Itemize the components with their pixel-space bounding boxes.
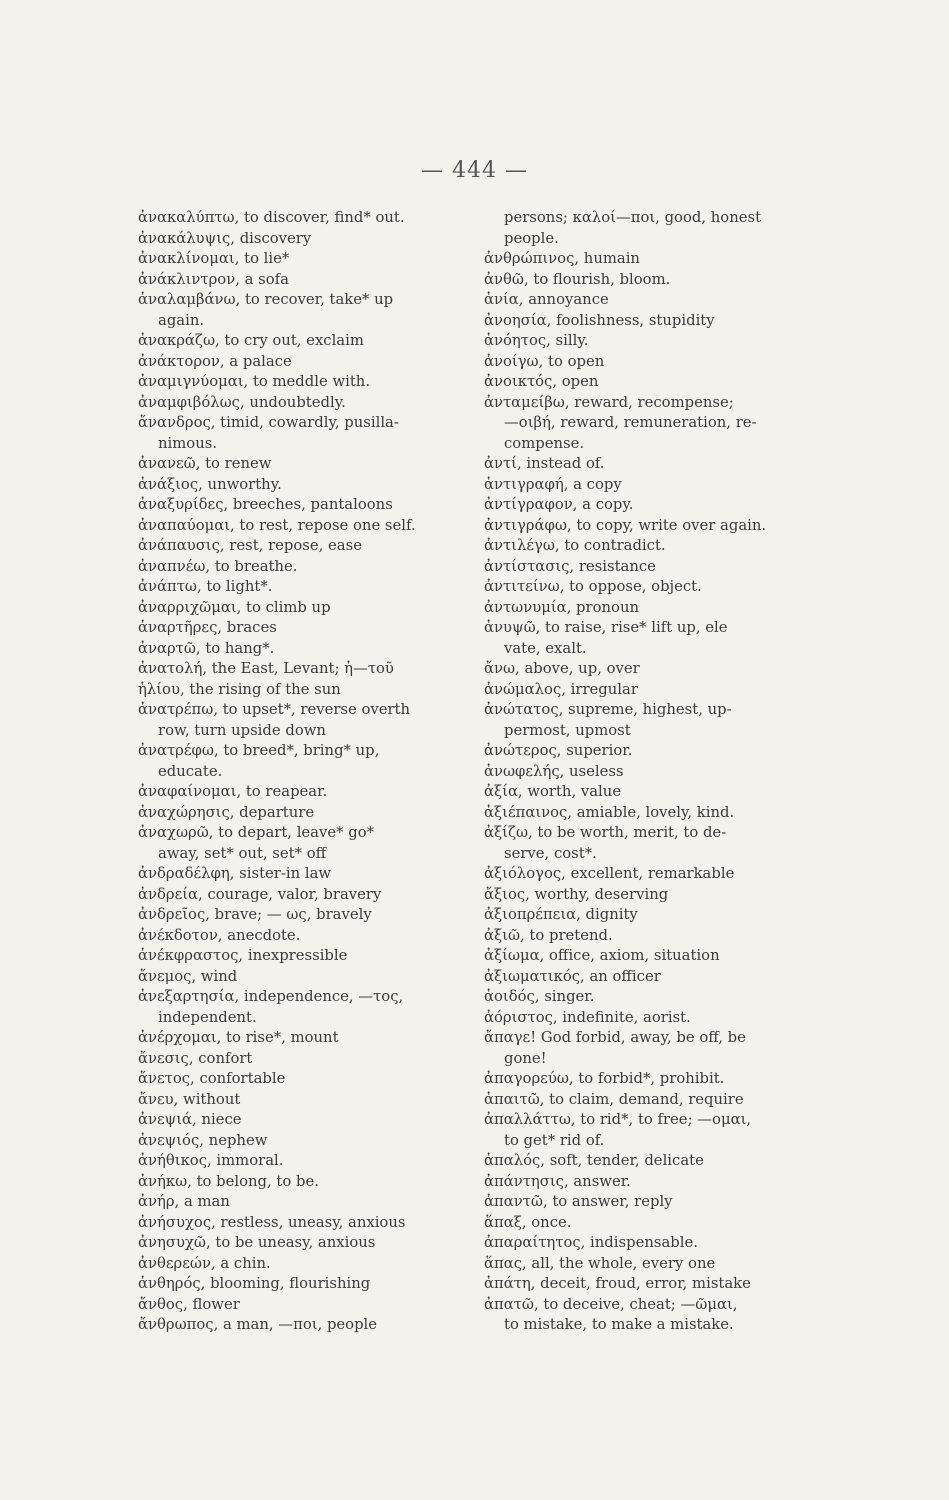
dictionary-line: ἀπάντησις, answer. bbox=[484, 1172, 631, 1190]
dictionary-line: ἀόριστος, indefinite, aorist. bbox=[484, 1008, 691, 1026]
dictionary-line: ἀνησυχῶ, to be uneasy, anxious bbox=[138, 1234, 376, 1251]
dictionary-line: ἀντιγραφή, a copy bbox=[484, 475, 622, 493]
dictionary-line: people. bbox=[504, 229, 559, 247]
dictionary-line: ἀνήρ, a man bbox=[138, 1193, 230, 1210]
dictionary-line: ἀνοίγω, to open bbox=[484, 352, 605, 370]
dictionary-line: ἅπας, all, the whole, every one bbox=[484, 1254, 716, 1272]
dictionary-line: ἀνώτατος, supreme, highest, up- bbox=[484, 701, 732, 718]
dictionary-line: vate, exalt. bbox=[504, 639, 587, 657]
dictionary-line: ἀνία, annoyance bbox=[484, 291, 609, 308]
dictionary-line: compense. bbox=[504, 434, 585, 452]
dictionary-line: ἄνθρωπος, a man, —ποι, people bbox=[138, 1316, 378, 1333]
dictionary-line: away, set* out, set* off bbox=[158, 844, 327, 862]
dictionary-line: ἀνοησία, foolishness, stupidity bbox=[484, 311, 715, 329]
dictionary-line: ἀντιτείνω, to oppose, object. bbox=[484, 578, 702, 595]
dictionary-line: ἄπαγε! God forbid, away, be off, be bbox=[484, 1029, 746, 1046]
dictionary-line: ἀνήσυχος, restless, uneasy, anxious bbox=[138, 1213, 406, 1231]
dictionary-line: —οιβή, reward, remuneration, re- bbox=[504, 414, 757, 431]
dictionary-line: ἀνυψῶ, to raise, rise* lift up, ele bbox=[484, 619, 728, 636]
dictionary-line: ἄνεσις, confort bbox=[138, 1049, 253, 1067]
dictionary-line: ἀνακάλυψις, discovery bbox=[138, 229, 312, 247]
dictionary-line: ἀναρτῆρες, braces bbox=[138, 619, 277, 636]
dictionary-line: ἀντωνυμία, pronoun bbox=[484, 598, 639, 616]
dictionary-line: ἀναπνέω, to breathe. bbox=[138, 557, 298, 575]
dictionary-line: ἀοιδός, singer. bbox=[484, 988, 595, 1005]
dictionary-line: ἀντιγράφω, to copy, write over again. bbox=[484, 516, 767, 534]
dictionary-line: independent. bbox=[158, 1008, 257, 1026]
dictionary-line: ἀνόητος, silly. bbox=[484, 332, 589, 349]
dictionary-line: ἀπαιτῶ, to claim, demand, require bbox=[484, 1090, 744, 1108]
dictionary-line: ἄνω, above, up, over bbox=[484, 660, 640, 677]
dictionary-line: ἄνανδρος, timid, cowardly, pusilla- bbox=[138, 414, 399, 431]
dictionary-line: to mistake, to make a mistake. bbox=[504, 1316, 734, 1333]
dictionary-line: ἀναπαύομαι, to rest, repose one self. bbox=[138, 516, 416, 534]
dictionary-line: persons; καλοί—ποι, good, honest bbox=[504, 209, 762, 226]
dictionary-line: ἀνωφελής, useless bbox=[484, 762, 624, 780]
dictionary-line: ἀνέκδοτον, anecdote. bbox=[138, 926, 301, 944]
dictionary-line: ἀνήθικος, immoral. bbox=[138, 1152, 284, 1169]
dictionary-line: ἀναμιγνύομαι, to meddle with. bbox=[138, 373, 371, 390]
dictionary-line: ἀνακλίνομαι, to lie* bbox=[138, 250, 290, 267]
dictionary-line: again. bbox=[158, 311, 205, 329]
dictionary-line: ἀνδρεία, courage, valor, bravery bbox=[138, 885, 382, 903]
dictionary-line: ἀνεψιός, nephew bbox=[138, 1131, 268, 1149]
dictionary-line: ἀντίστασις, resistance bbox=[484, 557, 656, 575]
dictionary-line: ἀναρριχῶμαι, to climb up bbox=[138, 598, 331, 616]
dictionary-line: ἀνδραδέλφη, sister-in law bbox=[138, 865, 332, 882]
dictionary-line: ἀνθηρός, blooming, flourishing bbox=[138, 1275, 371, 1292]
dictionary-line: to get* rid of. bbox=[504, 1131, 605, 1149]
dictionary-line: ἀναξυρίδες, breeches, pantaloons bbox=[138, 496, 393, 513]
dictionary-line: ἀνάξιος, unworthy. bbox=[138, 475, 282, 493]
dictionary-line: ἀπαραίτητος, indispensable. bbox=[484, 1234, 698, 1251]
dictionary-line: ἀνώμαλος, irregular bbox=[484, 680, 638, 698]
dictionary-line: ἄνεμος, wind bbox=[138, 967, 238, 985]
dictionary-line: ἀνθῶ, to flourish, bloom. bbox=[484, 270, 671, 288]
dictionary-line: ἀξιόλογος, excellent, remarkable bbox=[484, 865, 735, 882]
dictionary-line: ἀνακράζω, to cry out, exclaim bbox=[138, 332, 364, 349]
dictionary-line: ἀναμφιβόλως, undoubtedly. bbox=[138, 393, 346, 411]
dictionary-line: ἀπατῶ, to deceive, cheat; —ῶμαι, bbox=[484, 1295, 738, 1313]
dictionary-line: ἀνατολή, the East, Levant; ἡ—τοῦ bbox=[138, 660, 394, 677]
dictionary-line: ἀνώτερος, superior. bbox=[484, 742, 633, 759]
dictionary-line: ἀξιοπρέπεια, dignity bbox=[484, 906, 638, 923]
dictionary-line: serve, cost*. bbox=[504, 844, 597, 862]
dictionary-line: ἀναχώρησις, departure bbox=[138, 803, 315, 821]
dictionary-line: ἀναφαίνομαι, to reapear. bbox=[138, 783, 328, 800]
dictionary-line: ἀπάτη, deceit, froud, error, mistake bbox=[484, 1275, 751, 1292]
dictionary-line: ἀνεξαρτησία, independence, —τος, bbox=[138, 988, 404, 1005]
dictionary-line: ἀναλαμβάνω, to recover, take* up bbox=[138, 291, 394, 308]
dictionary-line: ἀνακαλύπτω, to discover, find* out. bbox=[138, 209, 405, 226]
dictionary-line: ἀνάπτω, to light*. bbox=[138, 578, 273, 595]
dictionary-line: ἅπαξ, once. bbox=[484, 1213, 572, 1231]
dictionary-line: ἀντίγραφον, a copy. bbox=[484, 496, 634, 513]
dictionary-line: nimous. bbox=[158, 434, 218, 452]
dictionary-line: ἀνατρέπω, to upset*, reverse overth bbox=[138, 701, 411, 718]
dictionary-line: row, turn upside down bbox=[158, 721, 326, 739]
dictionary-line: ἀνατρέφω, to breed*, bring* up, bbox=[138, 742, 380, 759]
dictionary-line: ἀπαντῶ, to answer, reply bbox=[484, 1193, 673, 1210]
dictionary-line: ἀξίωμα, office, axiom, situation bbox=[484, 947, 720, 964]
left-column bbox=[138, 208, 463, 1336]
dictionary-line: ἀξία, worth, value bbox=[484, 783, 622, 800]
dictionary-line: ἀνοικτός, open bbox=[484, 373, 599, 390]
dictionary-line: ἀντί, instead of. bbox=[484, 455, 605, 472]
dictionary-line: ἀνάπαυσις, rest, repose, ease bbox=[138, 537, 362, 554]
dictionary-line: ἀναχωρῶ, to depart, leave* go* bbox=[138, 824, 374, 841]
dictionary-line: ἄξιος, worthy, deserving bbox=[484, 885, 669, 903]
dictionary-line: educate. bbox=[158, 762, 223, 780]
dictionary-line: gone! bbox=[504, 1049, 547, 1067]
dictionary-line: ἀντιλέγω, to contradict. bbox=[484, 537, 666, 554]
dictionary-line: ἄνευ, without bbox=[138, 1090, 241, 1108]
right-column bbox=[484, 208, 812, 1336]
dictionary-line: ἄνθος, flower bbox=[138, 1295, 240, 1313]
dictionary-line: ἀναρτῶ, to hang*. bbox=[138, 639, 275, 657]
dictionary-line: ἀνθερεών, a chin. bbox=[138, 1254, 271, 1272]
page-number: — 444 — bbox=[421, 158, 528, 183]
dictionary-line: permost, upmost bbox=[504, 721, 631, 739]
dictionary-line: ἀνθρώπινος, humain bbox=[484, 250, 640, 267]
dictionary-line: ἡλίου, the rising of the sun bbox=[138, 680, 341, 698]
dictionary-line: ἀξίζω, to be worth, merit, to de- bbox=[484, 824, 727, 841]
dictionary-line: ἀνήκω, to belong, to be. bbox=[138, 1172, 319, 1190]
dictionary-line: ἀξιωματικός, an officer bbox=[484, 967, 661, 985]
dictionary-line: ἀξιῶ, to pretend. bbox=[484, 926, 613, 944]
dictionary-line: ἄνετος, confortable bbox=[138, 1070, 286, 1087]
dictionary-line: ἀξιέπαινος, amiable, lovely, kind. bbox=[484, 803, 735, 821]
dictionary-line: ἀνέκφραστος, inexpressible bbox=[138, 947, 348, 964]
dictionary-line: ἁπαλός, soft, tender, delicate bbox=[484, 1152, 704, 1169]
dictionary-line: ἀπαλλάττω, to rid*, to free; —ομαι, bbox=[484, 1111, 752, 1128]
dictionary-line: ἀνάκλιντρον, a sofa bbox=[138, 270, 289, 288]
dictionary-line: ἀνταμείβω, reward, recompense; bbox=[484, 393, 734, 411]
dictionary-line: ἀνανεῶ, to renew bbox=[138, 455, 272, 472]
dictionary-line: ἀπαγορεύω, to forbid*, prohibit. bbox=[484, 1070, 725, 1087]
dictionary-line: ἀνεψιά, niece bbox=[138, 1111, 242, 1128]
dictionary-line: ἀνάκτορον, a palace bbox=[138, 352, 292, 370]
dictionary-line: ἀνδρεῖος, brave; — ως, bravely bbox=[138, 906, 372, 923]
dictionary-line: ἀνέρχομαι, to rise*, mount bbox=[138, 1029, 339, 1046]
